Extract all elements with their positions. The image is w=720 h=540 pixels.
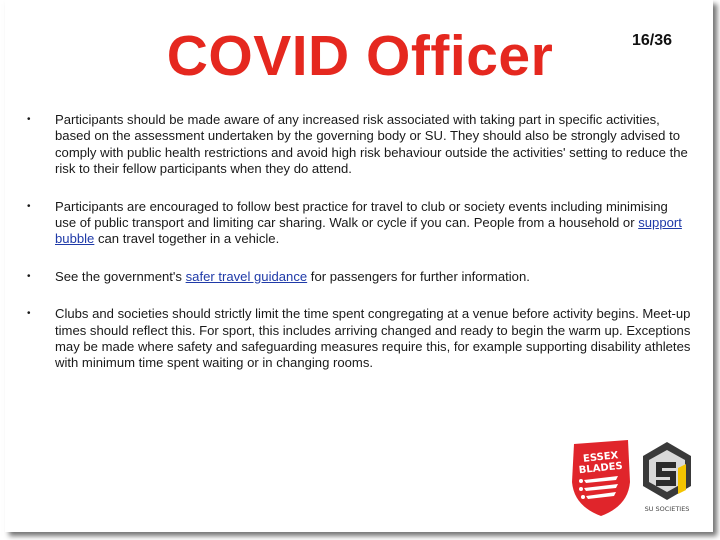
bullet-dot-icon: • (27, 308, 31, 320)
s-letter-icon (656, 462, 676, 486)
page-number: 16/36 (632, 32, 673, 49)
bullet-item (26, 306, 692, 372)
bullet-item (26, 269, 692, 285)
logo-text-line2: BLADES (578, 460, 624, 477)
bullet-text-after: can travel together in a vehicle. (94, 231, 280, 247)
safer-travel-guidance-link[interactable]: safer travel guidance (185, 268, 308, 284)
bullet-dot-icon: • (27, 200, 31, 212)
bullet-item (26, 112, 692, 178)
bullet-text-after: for passengers for further information. (307, 268, 530, 284)
bullet-text-before: See the government's (55, 268, 186, 284)
bullet-text-before: Participants are encouraged to follow best practice for travel to club or society events including minimising use of public transport and limiting car sharing. Walk or cycle if you can. People from a household or (55, 198, 668, 231)
bullet-text: Participants should be made aware of any increased risk associated with taking part in specific activities, based on the assessment undertaken by the governing body or SU. They should also be strongly advised to comply with public health restrictions and avoid high risk behaviour outside the activities' setting to reduce the risk to their fellow participants when they do attend. (55, 112, 688, 177)
support-bubble-link[interactable]: support bubble (55, 215, 682, 247)
bullet-item (26, 199, 692, 248)
accent-bar-icon (678, 464, 686, 494)
bullet-dot-icon: • (27, 114, 31, 125)
bullet-dot-icon: • (27, 270, 31, 282)
slide-title: COVID Officer (166, 24, 554, 88)
bullet-list (26, 112, 692, 372)
su-societies-logo (640, 440, 694, 516)
essex-blades-logo (566, 436, 636, 518)
bullet-text: Clubs and societies should strictly limit the time spent congregating at a venue before activity begins. Meet-up times should reflect this. For sport, this includes arriving changed and ready to begin the warm up. Exceptions may be made where safety and safeguarding measures require this, for example supporting disability athletes with minimum time spent waiting or in changing rooms. (55, 306, 691, 371)
logo-text-line1: ESSEX (582, 450, 619, 465)
su-societies-caption: SU SOCIETIES (644, 505, 690, 513)
